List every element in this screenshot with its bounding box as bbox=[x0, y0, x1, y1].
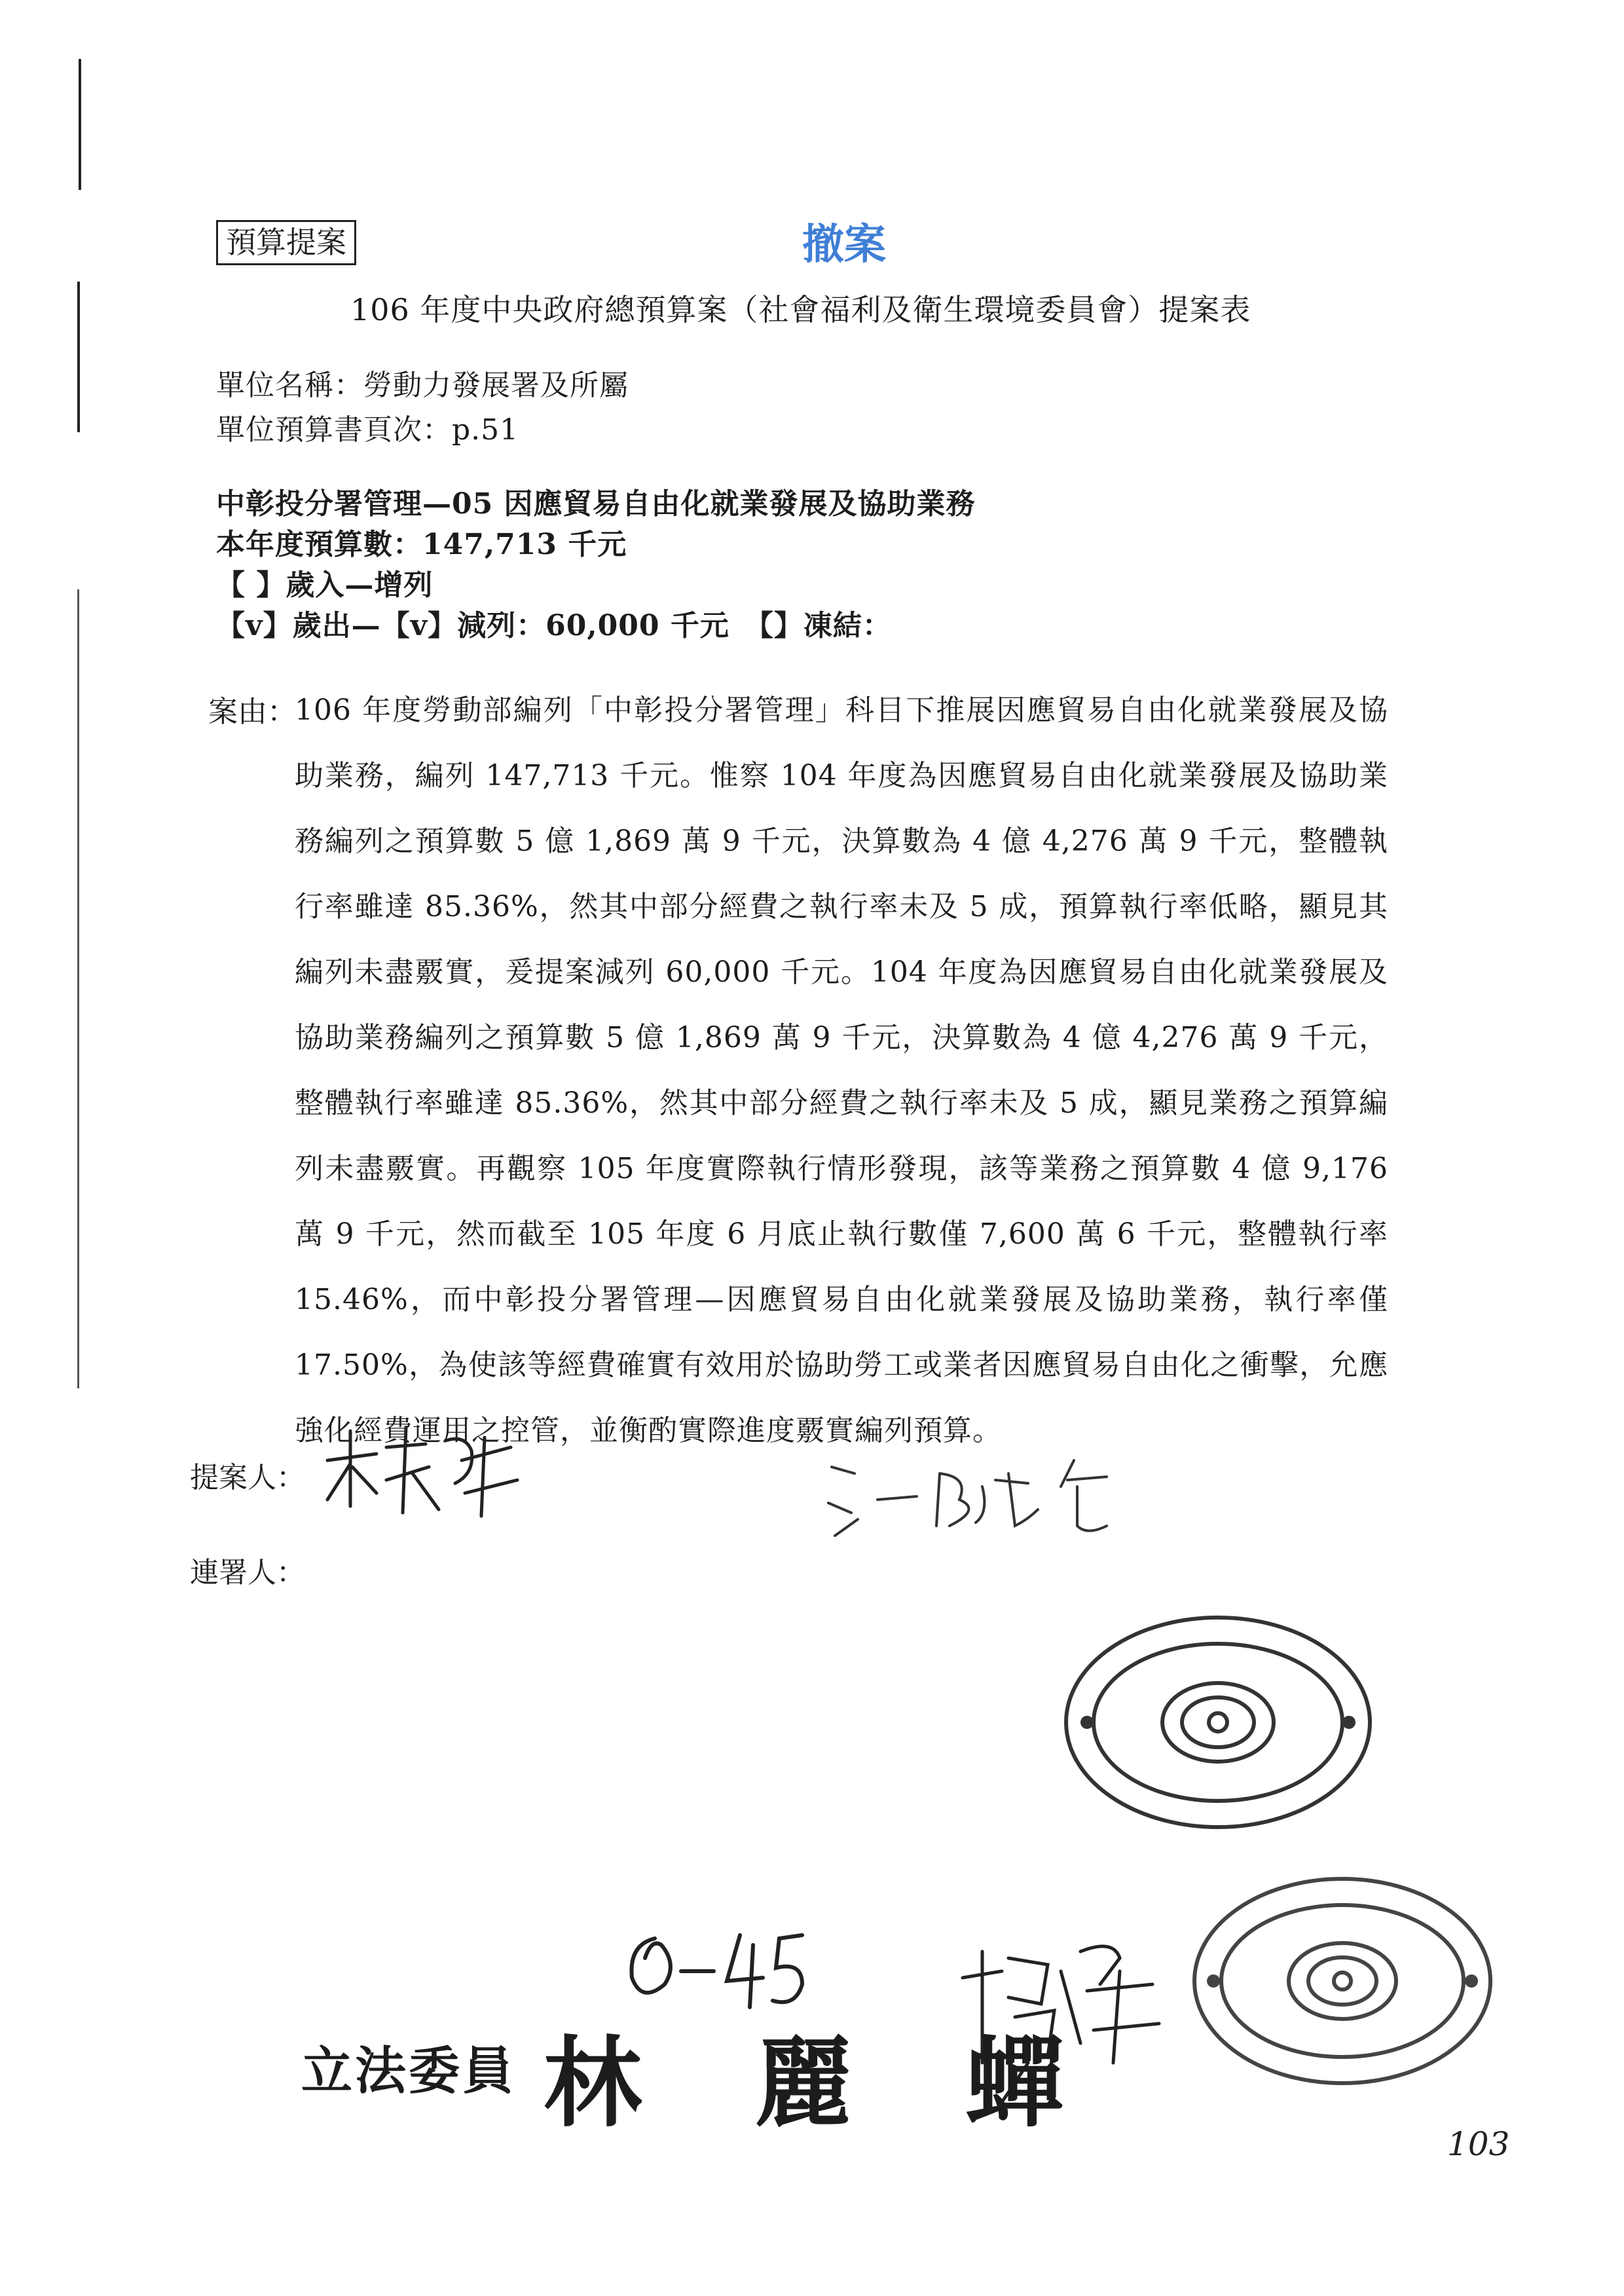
budget-proposal-tag: 預算提案 bbox=[216, 220, 356, 265]
unit-page: 單位預算書頁次：p.51 bbox=[216, 413, 519, 447]
budget-item: 中彰投分署管理—05 因應貿易自由化就業發展及協助業務 bbox=[216, 487, 976, 521]
revenue-line: 【 】歲入—增列 bbox=[216, 568, 434, 602]
proposer-label: 提案人： bbox=[190, 1461, 305, 1494]
scan-edge-line bbox=[77, 589, 79, 1388]
unit-name: 單位名稱：勞動力發展署及所屬 bbox=[216, 369, 629, 402]
cosigner-signature bbox=[819, 1447, 1120, 1546]
document-title: 106 年度中央政府總預算案（社會福利及衛生環境委員會）提案表 bbox=[350, 292, 1251, 327]
reason-text: 106 年度勞動部編列「中彰投分署管理」科目下推展因應貿易自由化就業發展及協助業務，編列 147,713 千元。惟察 104 年度為因應貿易自由化就業發展及協助業務編列之預算數 5 億 1,869 萬 9 千元，決算數為 4 億 4,276 萬 9 千元，整體執行率雖達 85.36%，然其中部分經費之執行率未及 5 成，預算執行率低略，顯見其編列未盡覈實，爰提案減列 60,000 千元。104 年度為因應貿易自由化就業發展及協助業務編列之預算數 5 億 1,869 萬 9 千元，決算數為 4 億 4,276 萬 9 千元，整體執行率雖達 85.36%，然其中部分經費之執行率未及 5 成，顯見業務之預算編列未盡覈實。再觀察 105 年度實際執行情形發現，該等業務之預算數 4 億 9,176 萬 9 千元，然而截至 105 年度 6 月底止執行數僅 7,600 萬 6 千元，整體執行率 15.46%，而中彰投分署管理—因應貿易自由化就業發展及協助業務，執行率僅 17.50%，為使該等經費確實有效用於協助勞工或業者因應貿易自由化之衝擊，允應強化經費運用之控管，並衡酌實際進度覈實編列預算。 bbox=[295, 694, 1388, 1447]
scan-edge-line bbox=[77, 282, 80, 432]
budget-amount: 本年度預算數：147,713 千元 bbox=[216, 528, 627, 561]
official-seal bbox=[1189, 1873, 1496, 2089]
expense-line: 【v】歲出—【v】減列：60,000 千元 【】凍結： bbox=[216, 609, 892, 642]
official-seal bbox=[1061, 1611, 1375, 1834]
footer-title: 立法委員 bbox=[301, 2041, 517, 2101]
cosigner-label: 連署人： bbox=[190, 1556, 305, 1589]
page-number: 103 bbox=[1447, 2125, 1510, 2163]
withdrawn-status: 撤案 bbox=[802, 221, 886, 269]
legislator-name: 林 麗 蟬 bbox=[544, 2026, 1103, 2141]
scan-edge-line bbox=[79, 59, 81, 190]
handwritten-code bbox=[616, 1919, 812, 2017]
proposer-signature bbox=[314, 1421, 530, 1519]
reason-label: 案由： bbox=[208, 694, 297, 729]
